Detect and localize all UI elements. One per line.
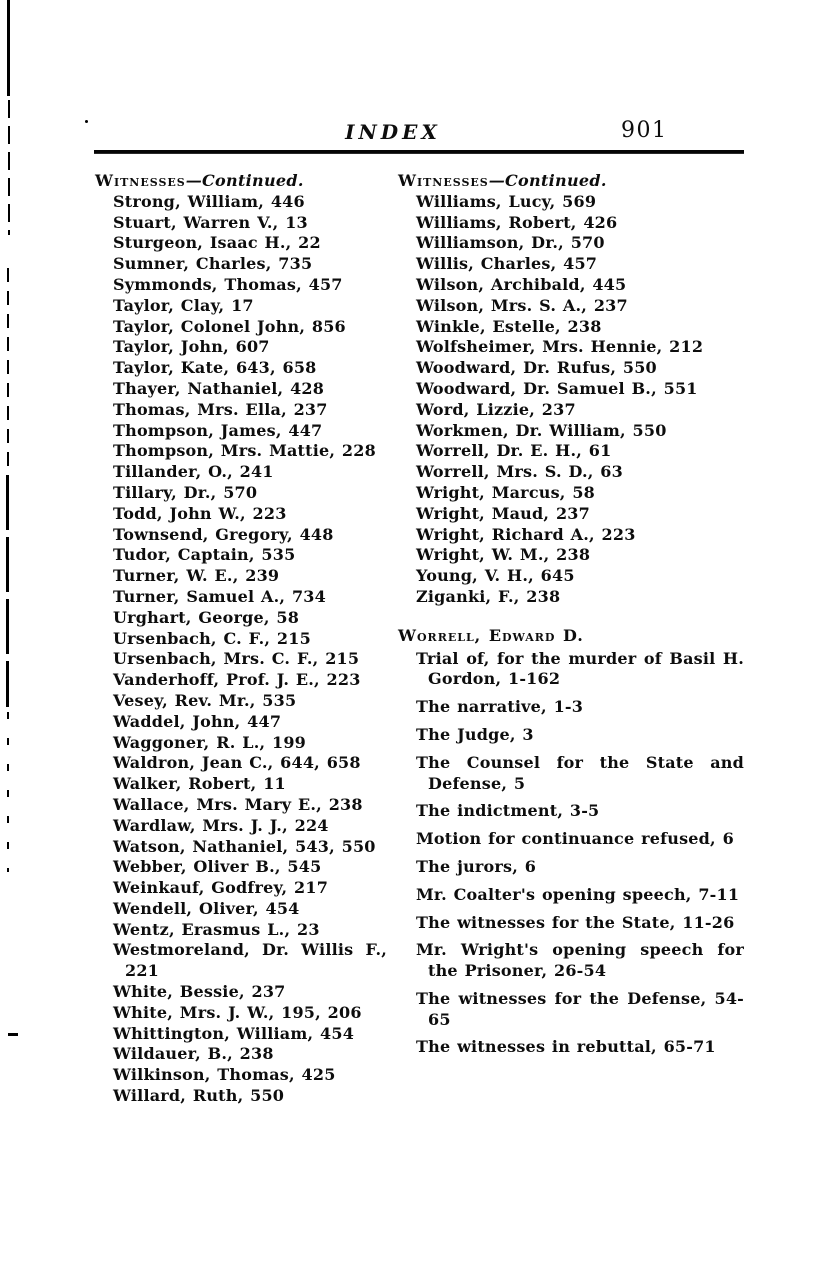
index-entry: The Counsel for the State and Defense, 5	[416, 752, 744, 793]
scan-artifact	[8, 1033, 18, 1036]
index-entry: Webber, Oliver B., 545	[113, 857, 322, 877]
index-entry: Young, V. H., 645	[416, 566, 575, 586]
left-column-entries	[95, 192, 387, 1107]
index-entry: Taylor, Colonel John, 856	[113, 316, 346, 336]
index-entry: Wilson, Archibald, 445	[416, 274, 627, 294]
index-entry: Tillary, Dr., 570	[113, 482, 258, 502]
index-entry: Worrell, Mrs. S. D., 63	[416, 462, 623, 482]
index-entry: Symmonds, Thomas, 457	[113, 274, 343, 294]
scan-artifact	[8, 100, 10, 235]
index-entry: Wardlaw, Mrs. J. J., 224	[113, 815, 329, 835]
right-column	[398, 171, 744, 1065]
index-entry: The jurors, 6	[416, 856, 537, 876]
left-column-heading	[95, 171, 387, 192]
index-entry: Willis, Charles, 457	[416, 254, 598, 274]
index-entry: The witnesses for the State, 11-26	[416, 912, 735, 932]
index-entry: Taylor, John, 607	[113, 337, 270, 357]
index-entry: Thomas, Mrs. Ella, 237	[113, 399, 328, 419]
index-entry: Winkle, Estelle, 238	[416, 316, 602, 336]
index-entry: Townsend, Gregory, 448	[113, 524, 334, 544]
index-entry: Todd, John W., 223	[113, 503, 287, 523]
index-entry: Ursenbach, C. F., 215	[113, 628, 311, 648]
index-entry: Turner, W. E., 239	[113, 566, 280, 586]
index-entry: The witnesses in rebuttal, 65-71	[416, 1037, 716, 1057]
index-entry: Taylor, Clay, 17	[113, 295, 254, 315]
page-number: 901	[621, 118, 668, 143]
index-entry: Walker, Robert, 11	[113, 774, 286, 794]
index-entry: Tudor, Captain, 535	[113, 545, 296, 565]
worrell-section-entries	[398, 649, 744, 1059]
index-entry: Wentz, Erasmus L., 23	[113, 919, 320, 939]
index-entry: Williams, Robert, 426	[416, 212, 618, 232]
index-entry: Ursenbach, Mrs. C. F., 215	[113, 649, 360, 669]
heading-smallcaps: Witnesses	[95, 171, 186, 190]
index-entry: Whittington, William, 454	[113, 1023, 355, 1043]
index-entry: Waldron, Jean C., 644, 658	[113, 753, 361, 773]
left-column	[95, 171, 387, 1107]
page-title: INDEX	[345, 120, 441, 144]
index-entry: Strong, William, 446	[113, 191, 305, 211]
index-entry: White, Bessie, 237	[113, 982, 286, 1002]
index-entry: Sumner, Charles, 735	[113, 254, 313, 274]
index-entry: Wright, Richard A., 223	[416, 524, 636, 544]
scan-artifact	[7, 268, 9, 468]
index-entry: Wilson, Mrs. S. A., 237	[416, 295, 628, 315]
index-entry: Thompson, James, 447	[113, 420, 323, 440]
heading-continued: —Continued.	[185, 171, 304, 190]
index-entry: Wildauer, B., 238	[113, 1044, 274, 1064]
index-entry: Westmoreland, Dr. Willis F., 221	[113, 940, 387, 981]
index-entry: Williams, Lucy, 569	[416, 191, 597, 211]
index-entry: Worrell, Dr. E. H., 61	[416, 441, 612, 461]
index-entry: Wright, W. M., 238	[416, 545, 591, 565]
index-entry: Mr. Coalter's opening speech, 7-11	[416, 884, 740, 904]
index-entry: Workmen, Dr. William, 550	[416, 420, 667, 440]
index-entry: Ziganki, F., 238	[416, 586, 561, 606]
index-entry: Urghart, George, 58	[113, 607, 300, 627]
index-entry: Mr. Wright's opening speech for the Prisoner, 26-54	[416, 940, 744, 981]
index-entry: White, Mrs. J. W., 195, 206	[113, 1002, 362, 1022]
index-entry: Waggoner, R. L., 199	[113, 732, 307, 752]
scan-artifact	[6, 475, 9, 707]
heading-continued: —Continued.	[488, 171, 607, 190]
index-entry: Vanderhoff, Prof. J. E., 223	[113, 670, 361, 690]
heading-smallcaps: Witnesses	[398, 171, 489, 190]
worrell-section-heading: Worrell, Edward D.	[398, 625, 584, 645]
scan-artifact	[7, 712, 9, 872]
index-entry: Wright, Marcus, 58	[416, 482, 596, 502]
index-entry: Word, Lizzie, 237	[416, 399, 576, 419]
index-entry: The narrative, 1-3	[416, 697, 584, 717]
index-entry: Wright, Maud, 237	[416, 503, 590, 523]
scan-artifact	[7, 0, 10, 96]
index-entry: Sturgeon, Isaac H., 22	[113, 233, 321, 253]
index-entry: Thayer, Nathaniel, 428	[113, 378, 325, 398]
index-entry: Wilkinson, Thomas, 425	[113, 1065, 336, 1085]
index-entry: Wallace, Mrs. Mary E., 238	[113, 794, 363, 814]
index-entry: Stuart, Warren V., 13	[113, 212, 308, 232]
header-rule	[94, 150, 744, 154]
index-entry: Taylor, Kate, 643, 658	[113, 358, 317, 378]
right-column-entries	[398, 192, 744, 608]
index-entry: Weinkauf, Godfrey, 217	[113, 878, 329, 898]
index-entry: Watson, Nathaniel, 543, 550	[113, 836, 376, 856]
index-entry: Thompson, Mrs. Mattie, 228	[113, 441, 376, 461]
worrell-section	[398, 626, 744, 1059]
index-entry: Motion for continuance refused, 6	[416, 829, 734, 849]
index-entry: Tillander, O., 241	[113, 462, 274, 482]
index-entry: Trial of, for the murder of Basil H. Gordon, 1-162	[416, 648, 744, 689]
index-entry: The Judge, 3	[416, 724, 534, 744]
index-entry: Wolfsheimer, Mrs. Hennie, 212	[416, 337, 704, 357]
index-entry: Vesey, Rev. Mr., 535	[113, 690, 297, 710]
index-entry: Wendell, Oliver, 454	[113, 898, 300, 918]
index-entry: Turner, Samuel A., 734	[113, 586, 326, 606]
index-entry: Woodward, Dr. Samuel B., 551	[416, 378, 698, 398]
index-entry: The indictment, 3-5	[416, 801, 600, 821]
right-column-heading	[398, 171, 744, 192]
index-entry: Williamson, Dr., 570	[416, 233, 605, 253]
index-entry: Waddel, John, 447	[113, 711, 282, 731]
index-entry: Woodward, Dr. Rufus, 550	[416, 358, 657, 378]
index-entry: The witnesses for the Defense, 54-65	[416, 988, 744, 1029]
index-entry: Willard, Ruth, 550	[113, 1086, 285, 1106]
